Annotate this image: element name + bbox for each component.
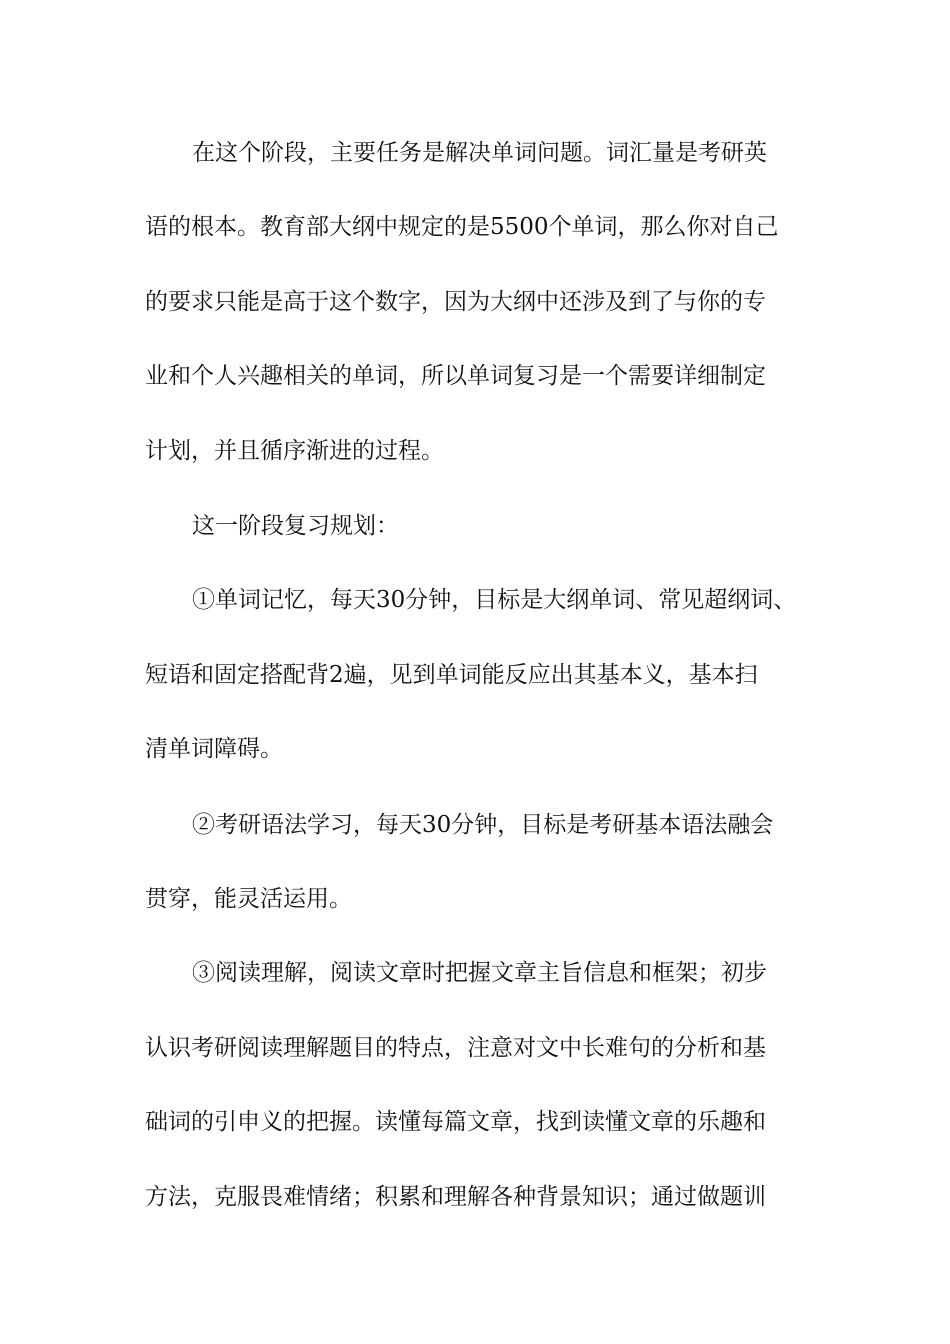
paragraph-1-line-4: 业和个人兴趣相关的单词，所以单词复习是一个需要详细制定 xyxy=(145,363,766,389)
paragraph-1-line-3: 的要求只能是高于这个数字，因为大纲中还涉及到了与你的专 xyxy=(145,289,766,315)
section-heading-review-plan: 这一阶段复习规划： xyxy=(192,513,399,539)
item-3-line-4: 方法，克服畏难情绪；积累和理解各种背景知识；通过做题训 xyxy=(145,1184,766,1210)
item-1-line-3: 清单词障碍。 xyxy=(145,736,283,762)
paragraph-1-line-5: 计划，并且循序渐进的过程。 xyxy=(145,438,444,464)
paragraph-1-line-2: 语的根本。教育部大纲中规定的是5500个单词，那么你对自己 xyxy=(145,214,779,240)
paragraph-1-line-1: 在这个阶段，主要任务是解决单词问题。词汇量是考研英 xyxy=(192,140,767,166)
item-1-line-2: 短语和固定搭配背2遍，见到单词能反应出其基本义，基本扫 xyxy=(145,662,758,688)
item-3-line-1: ③阅读理解，阅读文章时把握文章主旨信息和框架；初步 xyxy=(192,960,767,986)
item-3-line-3: 础词的引申义的把握。读懂每篇文章，找到读懂文章的乐趣和 xyxy=(145,1109,766,1135)
item-3-line-2: 认识考研阅读理解题目的特点，注意对文中长难句的分析和基 xyxy=(145,1035,766,1061)
item-2-line-2: 贯穿，能灵活运用。 xyxy=(145,886,352,912)
item-2-line-1: ②考研语法学习，每天30分钟，目标是考研基本语法融会 xyxy=(192,812,774,838)
item-1-line-1: ①单词记忆，每天30分钟，目标是大纲单词、常见超纲词、 xyxy=(192,587,797,613)
